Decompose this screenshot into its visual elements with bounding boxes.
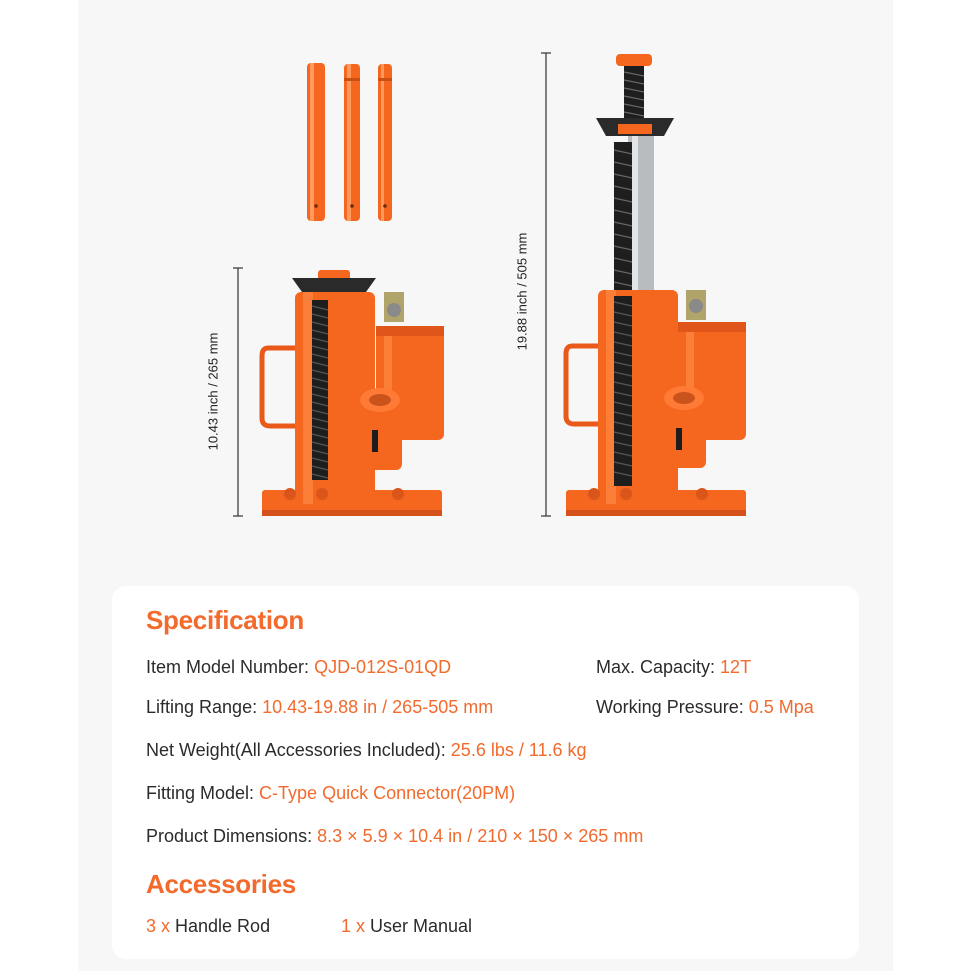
net-weight-label: Net Weight(All Accessories Included): (146, 740, 451, 760)
item-model-label: Item Model Number: (146, 657, 315, 677)
lifting-range-label: Lifting Range: (146, 697, 263, 717)
short-height-label: 10.43 inch / 265 mm (205, 332, 221, 451)
user-manual-name: User Manual (365, 916, 473, 936)
product-dimensions-label: Product Dimensions: (146, 826, 318, 846)
user-manual-quantity: 1 x (341, 916, 366, 936)
accessory-user-manual (341, 916, 472, 937)
tall-jack-dimension-line (541, 53, 551, 516)
max-capacity-label: Max. Capacity: (596, 657, 721, 677)
working-pressure-row (596, 697, 814, 718)
extended-jack-image (566, 54, 746, 516)
accessories-title: Accessories (146, 869, 296, 899)
tall-height-label: 19.88 inch / 505 mm (514, 232, 530, 351)
item-model-row (146, 657, 451, 678)
handle-rod-quantity: 3 x (146, 916, 171, 936)
short-jack-dimension-line (233, 268, 243, 516)
fitting-model-row (146, 783, 515, 804)
handle-rod-name: Handle Rod (170, 916, 271, 936)
max-capacity-value: 12T (720, 657, 752, 677)
product-dimensions-value: 8.3 × 5.9 × 10.4 in / 210 × 150 × 265 mm (317, 826, 644, 846)
fitting-model-label: Fitting Model: (146, 783, 260, 803)
working-pressure-label: Working Pressure: (596, 697, 749, 717)
handle-rods-image (307, 63, 392, 221)
item-model-value: QJD-012S-01QD (314, 657, 452, 677)
lifting-range-value: 10.43-19.88 in / 265-505 mm (262, 697, 494, 717)
lifting-range-row (146, 697, 493, 718)
working-pressure-value: 0.5 Mpa (748, 697, 814, 717)
net-weight-value: 25.6 lbs / 11.6 kg (450, 740, 587, 760)
accessory-handle-rod (146, 916, 270, 937)
fitting-model-value: C-Type Quick Connector(20PM) (259, 783, 516, 803)
specification-title: Specification (146, 605, 304, 635)
retracted-jack-image (262, 270, 444, 516)
max-capacity-row (596, 657, 751, 678)
specification-card (112, 586, 859, 959)
product-dimensions-row (146, 826, 643, 847)
net-weight-row (146, 740, 587, 761)
